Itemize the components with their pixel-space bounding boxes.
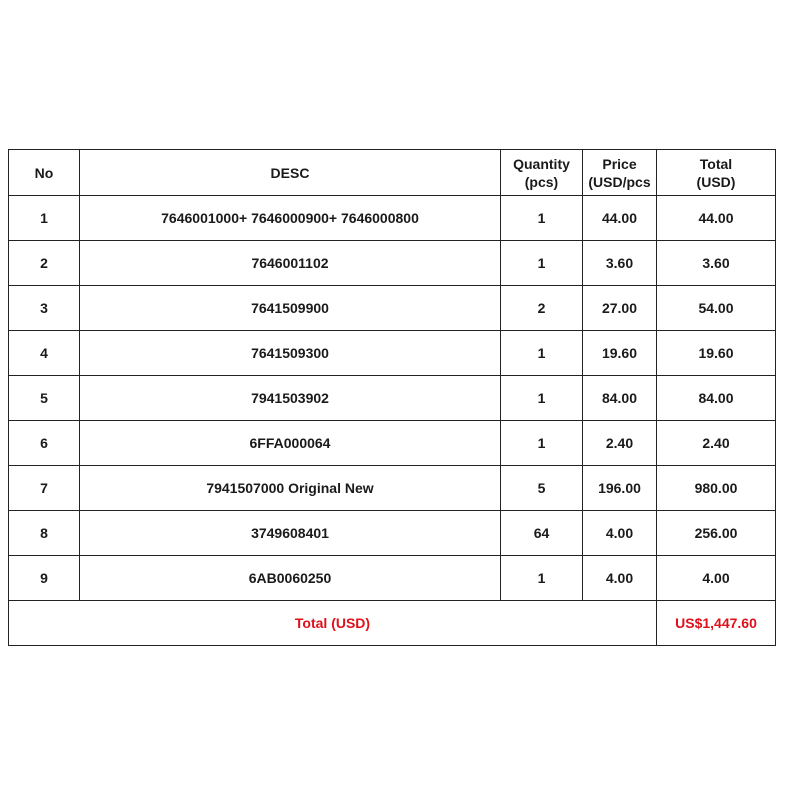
total-label: Total (USD) xyxy=(9,601,657,646)
total-row xyxy=(9,601,776,646)
cell-desc: 7641509900 xyxy=(80,286,501,331)
cell-price: 4.00 xyxy=(583,556,657,601)
table-row xyxy=(9,466,776,511)
cell-desc: 7646001000+ 7646000900+ 7646000800 xyxy=(80,196,501,241)
table-row xyxy=(9,331,776,376)
cell-no: 2 xyxy=(9,241,80,286)
header-price-line1: Price xyxy=(602,155,637,172)
table-row xyxy=(9,196,776,241)
cell-price: 196.00 xyxy=(583,466,657,511)
table-row xyxy=(9,376,776,421)
cell-total: 44.00 xyxy=(657,196,776,241)
cell-total: 2.40 xyxy=(657,421,776,466)
cell-total: 4.00 xyxy=(657,556,776,601)
header-row xyxy=(9,150,776,196)
cell-price: 2.40 xyxy=(583,421,657,466)
invoice-table xyxy=(8,149,776,646)
header-total xyxy=(657,150,776,196)
header-price-line2: (USD/pcs xyxy=(588,173,651,190)
cell-qty: 5 xyxy=(501,466,583,511)
cell-no: 1 xyxy=(9,196,80,241)
cell-total: 980.00 xyxy=(657,466,776,511)
cell-desc: 7641509300 xyxy=(80,331,501,376)
cell-no: 9 xyxy=(9,556,80,601)
cell-qty: 2 xyxy=(501,286,583,331)
table-row xyxy=(9,421,776,466)
cell-total: 3.60 xyxy=(657,241,776,286)
cell-qty: 1 xyxy=(501,376,583,421)
cell-desc: 7941507000 Original New xyxy=(80,466,501,511)
cell-no: 3 xyxy=(9,286,80,331)
cell-no: 8 xyxy=(9,511,80,556)
cell-qty: 1 xyxy=(501,196,583,241)
cell-total: 84.00 xyxy=(657,376,776,421)
header-total-line2: (USD) xyxy=(696,173,736,190)
cell-qty: 1 xyxy=(501,421,583,466)
header-no: No xyxy=(9,150,80,196)
cell-price: 3.60 xyxy=(583,241,657,286)
cell-qty: 1 xyxy=(501,241,583,286)
cell-total: 256.00 xyxy=(657,511,776,556)
header-price xyxy=(583,150,657,196)
table-row xyxy=(9,286,776,331)
cell-total: 19.60 xyxy=(657,331,776,376)
cell-price: 19.60 xyxy=(583,331,657,376)
cell-price: 4.00 xyxy=(583,511,657,556)
header-total-line1: Total xyxy=(699,155,733,172)
cell-no: 6 xyxy=(9,421,80,466)
cell-desc: 6AB0060250 xyxy=(80,556,501,601)
cell-no: 4 xyxy=(9,331,80,376)
header-desc: DESC xyxy=(80,150,501,196)
table-row xyxy=(9,556,776,601)
cell-desc: 6FFA000064 xyxy=(80,421,501,466)
header-quantity-line2: (pcs) xyxy=(524,173,559,190)
cell-total: 54.00 xyxy=(657,286,776,331)
table-row xyxy=(9,511,776,556)
cell-no: 7 xyxy=(9,466,80,511)
cell-qty: 1 xyxy=(501,556,583,601)
cell-no: 5 xyxy=(9,376,80,421)
table-row xyxy=(9,241,776,286)
cell-qty: 1 xyxy=(501,331,583,376)
header-quantity xyxy=(501,150,583,196)
total-amount: US$1,447.60 xyxy=(657,601,776,646)
cell-price: 27.00 xyxy=(583,286,657,331)
cell-price: 44.00 xyxy=(583,196,657,241)
header-quantity-line1: Quantity xyxy=(513,155,570,172)
cell-price: 84.00 xyxy=(583,376,657,421)
cell-desc: 7646001102 xyxy=(80,241,501,286)
cell-qty: 64 xyxy=(501,511,583,556)
cell-desc: 7941503902 xyxy=(80,376,501,421)
cell-desc: 3749608401 xyxy=(80,511,501,556)
